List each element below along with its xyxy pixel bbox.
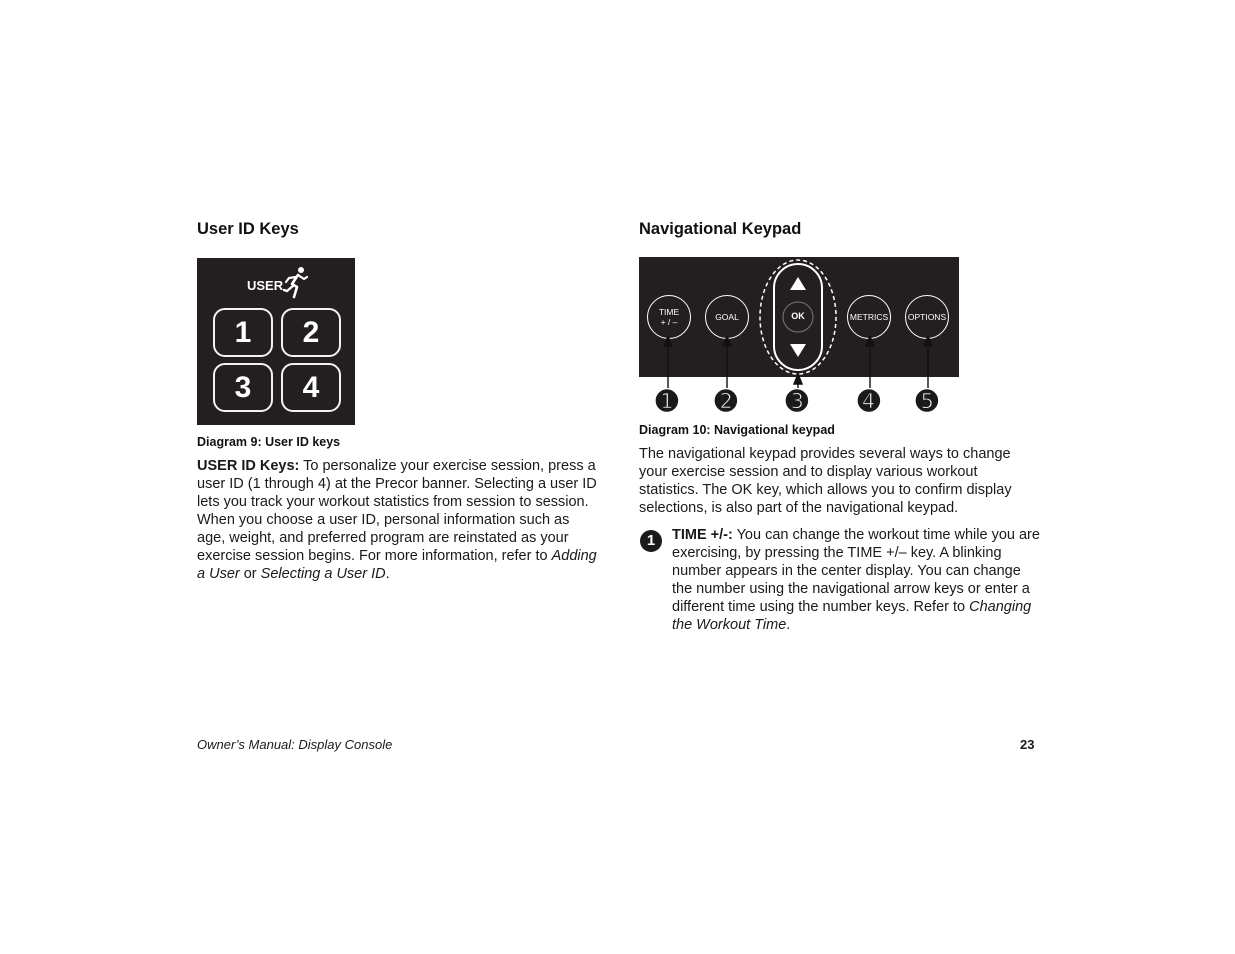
navigational-keypad-heading: Navigational Keypad xyxy=(639,220,802,238)
ok-button[interactable]: OK xyxy=(791,311,805,321)
user-id-keys-paragraph xyxy=(197,457,597,583)
time-item-paragraph xyxy=(672,526,1040,634)
user-id-keys-lead: USER ID Keys: xyxy=(197,458,300,474)
item-1-badge: 1 xyxy=(640,530,662,552)
up-arrow-icon xyxy=(790,277,806,290)
callout-2: ➋ xyxy=(715,386,737,416)
selecting-a-user-id-ref: Selecting a User ID xyxy=(260,566,386,582)
callout-5: ➎ xyxy=(916,386,938,416)
navigational-keypad-intro: The navigational keypad provides several ways to change your exercise session and to display various workout statistics. The OK key, which allows you to confirm display selections, is also part of the navigational keypad. xyxy=(639,446,1012,516)
time-label: TIME xyxy=(658,307,680,317)
period: . xyxy=(385,566,390,582)
runner-icon xyxy=(283,266,309,300)
metrics-label: METRICS xyxy=(849,312,889,322)
time-plus-minus-label: + / – xyxy=(660,317,678,327)
user-key-3[interactable]: 3 xyxy=(213,363,273,412)
footer-manual-title: Owner’s Manual: Display Console xyxy=(197,737,393,752)
user-label: USER xyxy=(247,278,284,293)
or-text: or xyxy=(239,566,261,582)
callout-4: ➍ xyxy=(858,386,880,416)
user-id-keys-diagram xyxy=(197,258,355,425)
callout-1: ➊ xyxy=(656,386,678,416)
callout-pointers xyxy=(639,330,959,390)
user-id-keys-heading: User ID Keys xyxy=(197,220,299,238)
user-key-2[interactable]: 2 xyxy=(281,308,341,357)
time-item-text: You can change the workout time while you are exercising, by pressing the TIME +/– key. A blinking number appears in the center display. You can change the number using the navigational arrow keys or enter a different time using the number keys. Refer to xyxy=(672,527,1040,615)
goal-label: GOAL xyxy=(715,312,739,322)
time-item-lead: TIME +/-: xyxy=(672,527,733,543)
adding-a-user-ref: Adding a User xyxy=(197,548,597,582)
callout-3: ➌ xyxy=(786,386,808,416)
time-item-period: . xyxy=(786,617,791,633)
page-number: 23 xyxy=(1020,737,1035,752)
diagram-9-caption: Diagram 9: User ID keys xyxy=(197,435,341,449)
options-label: OPTIONS xyxy=(907,312,947,322)
changing-workout-time-ref: Changing the Workout Time xyxy=(672,599,1032,633)
user-key-4[interactable]: 4 xyxy=(281,363,341,412)
user-key-1[interactable]: 1 xyxy=(213,308,273,357)
user-id-keys-text: To personalize your exercise session, press a user ID (1 through 4) at the Precor banner. Selecting a user ID lets you track your workout statistics from session to session. When you choose a user ID, personal information such as age, weight, and preferred program are reinstated as your exercise session begins. For more information, refer to xyxy=(197,458,597,564)
diagram-10-caption: Diagram 10: Navigational keypad xyxy=(639,423,835,437)
